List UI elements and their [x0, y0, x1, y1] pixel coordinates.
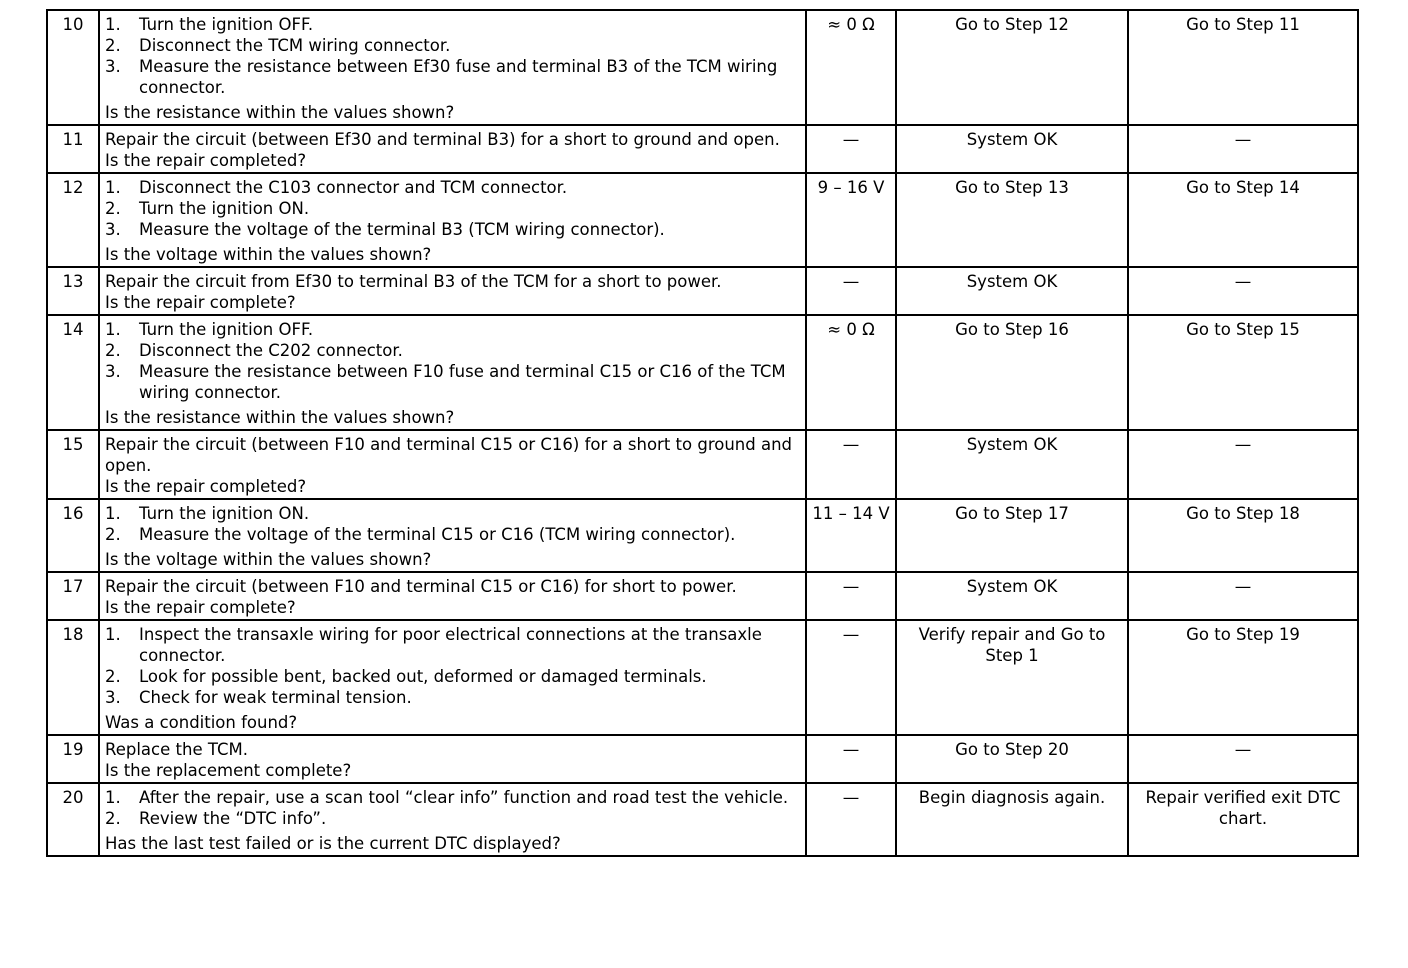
- action-item: [105, 198, 800, 219]
- action-cell: [99, 315, 806, 430]
- table-row: [47, 173, 1358, 267]
- step-number: 16: [47, 499, 99, 572]
- step-number: 20: [47, 783, 99, 856]
- action-list: [105, 14, 800, 98]
- table-row: [47, 499, 1358, 572]
- value-cell: —: [806, 430, 896, 499]
- action-item: [105, 687, 800, 708]
- no-result-cell: —: [1128, 125, 1358, 173]
- table-row: [47, 735, 1358, 783]
- yes-result-cell: Begin diagnosis again.: [896, 783, 1128, 856]
- no-result-cell: —: [1128, 267, 1358, 315]
- action-item-number: 2.: [105, 36, 121, 55]
- check-question: Is the resistance within the values shown?: [105, 103, 455, 122]
- action-item-text: Turn the ignition OFF.: [139, 320, 314, 339]
- value-cell: —: [806, 267, 896, 315]
- value-cell: 9 – 16 V: [806, 173, 896, 267]
- value-cell: ≈ 0 Ω: [806, 10, 896, 125]
- action-item: [105, 14, 800, 35]
- check-question: Is the repair completed?: [105, 477, 307, 496]
- action-item-number: 2.: [105, 809, 121, 828]
- action-item-number: 2.: [105, 199, 121, 218]
- action-item-text: Turn the ignition ON.: [139, 504, 310, 523]
- action-item-text: Disconnect the C202 connector.: [139, 341, 403, 360]
- action-item-number: 3.: [105, 688, 121, 707]
- no-result-cell: Go to Step 15: [1128, 315, 1358, 430]
- action-item: [105, 624, 800, 666]
- value-cell: —: [806, 735, 896, 783]
- value-cell: —: [806, 125, 896, 173]
- no-result-cell: Repair verified exit DTC chart.: [1128, 783, 1358, 856]
- action-item: [105, 177, 800, 198]
- action-item: [105, 340, 800, 361]
- action-text: Repair the circuit (between Ef30 and terminal B3) for a short to ground and open.: [105, 130, 780, 149]
- check-question: Is the replacement complete?: [105, 761, 352, 780]
- action-cell: [99, 783, 806, 856]
- diagnostic-table: [46, 9, 1359, 857]
- step-number: 12: [47, 173, 99, 267]
- action-item-number: 1.: [105, 504, 121, 523]
- no-result-cell: Go to Step 11: [1128, 10, 1358, 125]
- check-question: Is the voltage within the values shown?: [105, 245, 432, 264]
- action-list: [105, 624, 800, 708]
- step-number: 10: [47, 10, 99, 125]
- value-cell: —: [806, 572, 896, 620]
- no-result-cell: Go to Step 14: [1128, 173, 1358, 267]
- table-row: [47, 125, 1358, 173]
- action-cell: [99, 267, 806, 315]
- table-row: [47, 430, 1358, 499]
- value-cell: —: [806, 783, 896, 856]
- action-item-text: Inspect the transaxle wiring for poor electrical connections at the transaxle connector.: [139, 625, 762, 665]
- action-cell: [99, 572, 806, 620]
- action-item-text: Measure the voltage of the terminal B3 (TCM wiring connector).: [139, 220, 665, 239]
- action-item-text: Measure the voltage of the terminal C15 or C16 (TCM wiring connector).: [139, 525, 736, 544]
- step-number: 14: [47, 315, 99, 430]
- no-result-cell: —: [1128, 430, 1358, 499]
- yes-result-cell: System OK: [896, 430, 1128, 499]
- action-item: [105, 319, 800, 340]
- action-text: Repair the circuit (between F10 and terminal C15 or C16) for short to power.: [105, 577, 737, 596]
- check-question: Was a condition found?: [105, 713, 298, 732]
- step-number: 18: [47, 620, 99, 735]
- action-item: [105, 219, 800, 240]
- action-text: Repair the circuit from Ef30 to terminal B3 of the TCM for a short to power.: [105, 272, 722, 291]
- action-item-text: Review the “DTC info”.: [139, 809, 327, 828]
- action-item: [105, 503, 800, 524]
- value-cell: 11 – 14 V: [806, 499, 896, 572]
- yes-result-cell: Go to Step 16: [896, 315, 1128, 430]
- table-row: [47, 620, 1358, 735]
- action-item-number: 1.: [105, 320, 121, 339]
- action-item: [105, 35, 800, 56]
- yes-result-cell: Go to Step 20: [896, 735, 1128, 783]
- value-cell: ≈ 0 Ω: [806, 315, 896, 430]
- step-number: 17: [47, 572, 99, 620]
- no-result-cell: Go to Step 18: [1128, 499, 1358, 572]
- action-list: [105, 787, 800, 829]
- action-item-number: 1.: [105, 15, 121, 34]
- yes-result-cell: Go to Step 13: [896, 173, 1128, 267]
- no-result-cell: —: [1128, 735, 1358, 783]
- action-cell: [99, 173, 806, 267]
- step-number: 11: [47, 125, 99, 173]
- action-text: Repair the circuit (between F10 and terminal C15 or C16) for a short to ground and open.: [105, 435, 793, 475]
- action-item-number: 2.: [105, 525, 121, 544]
- check-question: Is the resistance within the values shown?: [105, 408, 455, 427]
- action-cell: [99, 620, 806, 735]
- yes-result-cell: Verify repair and Go to Step 1: [896, 620, 1128, 735]
- diagnostic-procedure-sheet: [46, 9, 1359, 857]
- action-list: [105, 177, 800, 240]
- table-row: [47, 267, 1358, 315]
- yes-result-cell: Go to Step 17: [896, 499, 1128, 572]
- action-item-text: Disconnect the TCM wiring connector.: [139, 36, 451, 55]
- yes-result-cell: Go to Step 12: [896, 10, 1128, 125]
- table-row: [47, 10, 1358, 125]
- action-item: [105, 56, 800, 98]
- action-cell: [99, 10, 806, 125]
- check-question: Is the repair completed?: [105, 151, 307, 170]
- check-question: Has the last test failed or is the current DTC displayed?: [105, 834, 561, 853]
- value-cell: —: [806, 620, 896, 735]
- action-item: [105, 361, 800, 403]
- action-item-text: Look for possible bent, backed out, deformed or damaged terminals.: [139, 667, 707, 686]
- action-item-text: Turn the ignition ON.: [139, 199, 310, 218]
- step-number: 13: [47, 267, 99, 315]
- action-text: Replace the TCM.: [105, 740, 248, 759]
- action-item-text: Disconnect the C103 connector and TCM connector.: [139, 178, 568, 197]
- action-item: [105, 808, 800, 829]
- action-item-text: Check for weak terminal tension.: [139, 688, 412, 707]
- no-result-cell: —: [1128, 572, 1358, 620]
- action-list: [105, 503, 800, 545]
- action-item-text: Turn the ignition OFF.: [139, 15, 314, 34]
- table-row: [47, 572, 1358, 620]
- action-item-number: 1.: [105, 788, 121, 807]
- action-item-number: 3.: [105, 362, 121, 381]
- action-cell: [99, 735, 806, 783]
- action-cell: [99, 499, 806, 572]
- action-item-number: 2.: [105, 341, 121, 360]
- action-item: [105, 666, 800, 687]
- action-item-number: 3.: [105, 220, 121, 239]
- yes-result-cell: System OK: [896, 267, 1128, 315]
- table-row: [47, 783, 1358, 856]
- step-number: 15: [47, 430, 99, 499]
- action-item-number: 1.: [105, 178, 121, 197]
- yes-result-cell: System OK: [896, 572, 1128, 620]
- action-item-number: 2.: [105, 667, 121, 686]
- action-item: [105, 787, 800, 808]
- yes-result-cell: System OK: [896, 125, 1128, 173]
- action-item-text: After the repair, use a scan tool “clear info” function and road test the vehicle.: [139, 788, 789, 807]
- check-question: Is the repair complete?: [105, 598, 296, 617]
- table-row: [47, 315, 1358, 430]
- action-item-text: Measure the resistance between Ef30 fuse and terminal B3 of the TCM wiring connector.: [139, 57, 778, 97]
- action-item-number: 1.: [105, 625, 121, 644]
- no-result-cell: Go to Step 19: [1128, 620, 1358, 735]
- action-cell: [99, 125, 806, 173]
- action-item-number: 3.: [105, 57, 121, 76]
- check-question: Is the voltage within the values shown?: [105, 550, 432, 569]
- check-question: Is the repair complete?: [105, 293, 296, 312]
- action-list: [105, 319, 800, 403]
- step-number: 19: [47, 735, 99, 783]
- action-cell: [99, 430, 806, 499]
- action-item: [105, 524, 800, 545]
- diagnostic-table-body: [47, 10, 1358, 856]
- action-item-text: Measure the resistance between F10 fuse and terminal C15 or C16 of the TCM wiring connector.: [139, 362, 786, 402]
